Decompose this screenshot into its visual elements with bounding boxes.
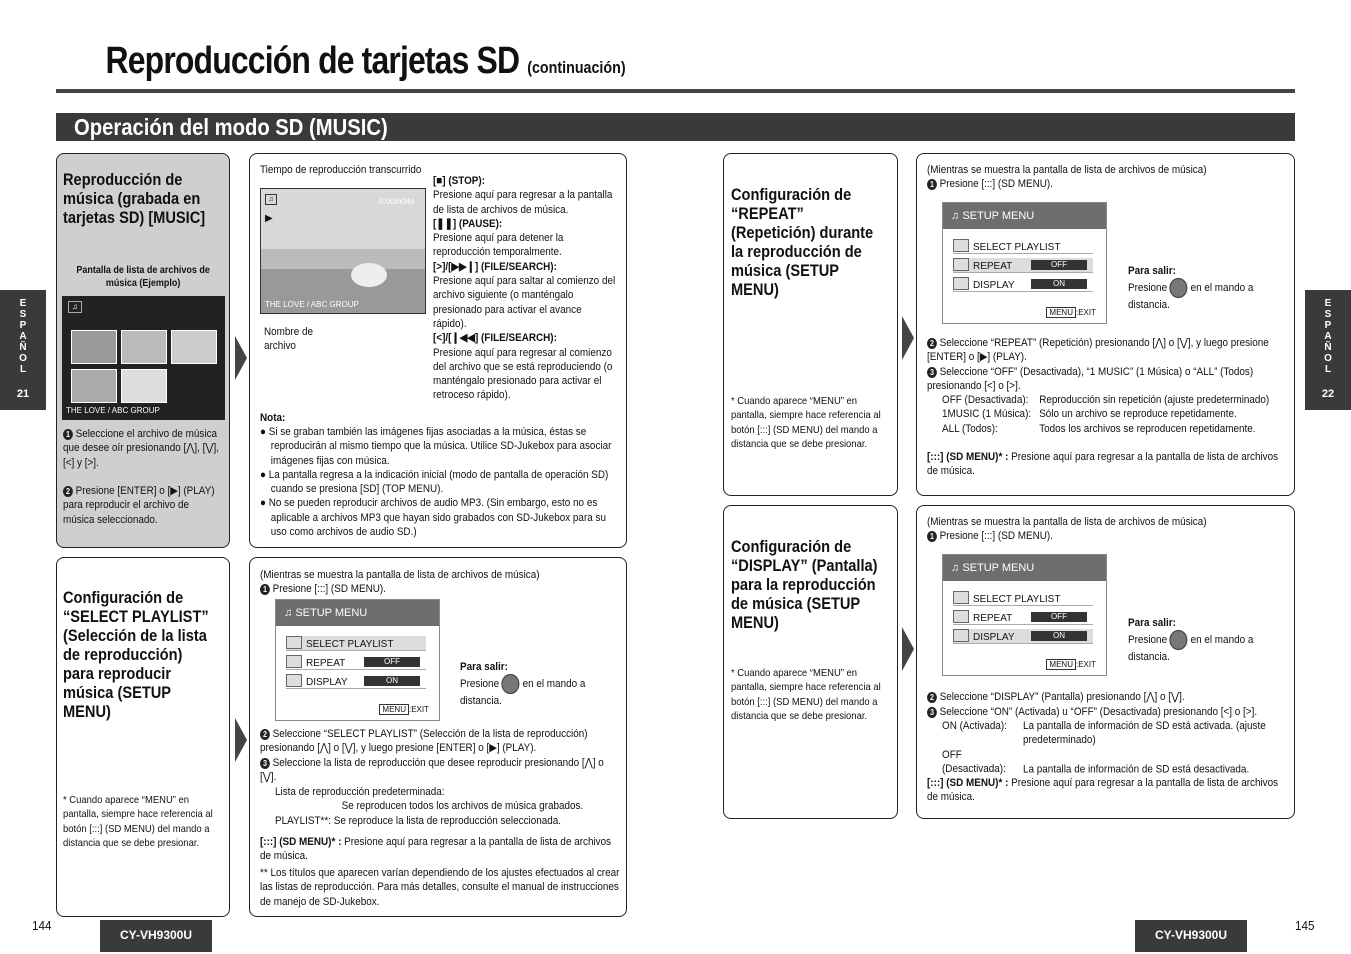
thumbnail[interactable]	[121, 330, 167, 364]
intro: (Mientras se muestra la pantalla de lista de archivos de música)	[260, 569, 540, 581]
step-1: 1 Presione [:::] (SD MENU).	[260, 582, 386, 596]
step-2: 2 Seleccione “DISPLAY” (Pantalla) presionando [⋀] o [⋁].	[927, 690, 1287, 704]
thumbnail[interactable]	[171, 330, 217, 364]
flow-arrow	[902, 627, 914, 671]
screen-file-label: THE LOVE / ABC GROUP	[66, 406, 160, 415]
remote-menu-icon	[1170, 278, 1188, 298]
music-note-icon: ♫	[265, 194, 277, 205]
step-1: 1 Seleccione el archivo de música que desee oír presionando [⋀], [⋁], [<] y [>].	[63, 428, 220, 469]
control-descriptions: [■] (STOP): Presione aquí para regresar a la pantalla de lista de archivos de música. [❚❚] (PAUSE): Presione aquí para detener la reproducción temporalmente. [>]/[▶▶❙] (FILE/SEARCH): Presione aquí para saltar al comienzo del archivo siguiente (o manténgalo presionado para activar el avance rápido). [<]/[❙◀◀] (FILE/SEARCH): Presione aquí para regresar al comienzo del archivo que se está reproduciendo (o manténgalo presionado para activar el retroceso rápido).	[433, 175, 616, 402]
menu-item-select-playlist[interactable]: SELECT PLAYLIST	[286, 636, 426, 651]
repeat-box	[723, 153, 898, 496]
language-tab-right: E S P A Ñ O L 22	[1305, 290, 1351, 410]
select-playlist-heading: Configuración de “SELECT PLAYLIST” (Selección de la lista de reproducción) para reproducir música (SETUP MENU)	[63, 588, 209, 721]
display-heading: Configuración de “DISPLAY” (Pantalla) para la reproducción de música (SETUP MENU)	[731, 537, 878, 632]
select-playlist-steps-box	[249, 557, 627, 917]
setup-menu-screen	[275, 599, 440, 721]
step-2: 2 Presione [ENTER] o [▶] (PLAY) para reproducir el archivo de música seleccionado.	[63, 485, 215, 526]
music-note-icon: ♫	[68, 301, 82, 313]
page-number-left: 144	[32, 918, 52, 933]
note-list: ● Si se graban también las imágenes fijas asociadas a la música, éstas se reproducirán al mismo tiempo que la música. Utilice SD-Jukebox para asociar imágenes fijas con música. ● La pantalla regresa a la indicación inicial (modo de pantalla de operación SD) cuando se presiona [SD] (TOP MENU). ● No se pueden reproducir archivos de audio MP3. (Sin embargo, esto no es aplicable a archivos MP3 que hayan sido grabados con SD-Jukebox para su uso como archivos de audio SD.)	[260, 426, 612, 539]
step-1: 1 Presione [:::] (SD MENU).	[927, 529, 1053, 543]
repeat-heading: Configuración de “REPEAT” (Repetición) durante la reproducción de música (SETUP MENU)	[731, 185, 874, 299]
remote-menu-icon	[502, 674, 520, 694]
language-tab-left: E S P A Ñ O L 21	[0, 290, 46, 410]
page-title: Reproducción de tarjetas SD (continuación)	[105, 40, 626, 82]
title-rule	[56, 89, 1295, 93]
menu-item-display[interactable]: DISPLAY ON	[286, 674, 426, 689]
model-label-left: CY-VH9300U	[100, 920, 212, 952]
section-band	[56, 113, 1295, 141]
thumbnail[interactable]	[121, 369, 167, 403]
setup-menu-title: ♫ SETUP MENU	[943, 555, 1106, 581]
thumbnail-selected[interactable]	[71, 330, 117, 364]
exit-note: Para salir: Presione en el mando a distancia.	[1128, 617, 1254, 664]
note-title: Nota:	[260, 412, 286, 424]
elapsed-time: 0:00m04s	[379, 197, 415, 206]
model-label-right: CY-VH9300U	[1135, 920, 1247, 952]
menu-footnote: * Cuando aparece “MENU” en pantalla, siempre hace referencia al botón [:::] (SD MENU) del mando a distancia que se debe presionar.	[63, 794, 213, 849]
menu-exit-hint: MENU :EXIT	[379, 705, 429, 714]
flow-arrow	[235, 718, 247, 762]
exit-note: Para salir: Presione en el mando a distancia.	[460, 661, 586, 708]
menu-exit-hint: MENU :EXIT	[1046, 308, 1096, 317]
step-1: 1 Presione [:::] (SD MENU).	[927, 177, 1053, 191]
menu-item-select-playlist[interactable]: SELECT PLAYLIST	[953, 591, 1093, 606]
thumbnail[interactable]	[71, 369, 117, 403]
exit-note: Para salir: Presione en el mando a distancia.	[1128, 265, 1254, 312]
display-box	[723, 505, 898, 819]
setup-menu-screen	[942, 554, 1107, 676]
setup-menu-screen	[942, 202, 1107, 324]
flow-arrow	[902, 316, 914, 360]
menu-footnote: * Cuando aparece “MENU” en pantalla, siempre hace referencia al botón [:::] (SD MENU) del mando a distancia que se debe presionar.	[731, 667, 881, 722]
playback-screen-box	[249, 153, 627, 548]
menu-button-note: [:::] (SD MENU)* : Presione aquí para regresar a la pantalla de lista de archivos de música.	[927, 777, 1279, 804]
music-playback-box	[56, 153, 230, 548]
step-3: 3 Seleccione “OFF” (Desactivada), “1 MUSIC” (1 Música) o “ALL” (Todos) presionando [<] o [>].	[927, 366, 1254, 393]
playlist-options: Lista de reproducción predeterminada: Se reproducen todos los archivos de música grabados. PLAYLIST**: Se reproduce la lista de reproducción seleccionada.	[275, 786, 584, 827]
music-playback-heading: Reproducción de música (grabada en tarjetas SD) [MUSIC]	[63, 170, 206, 227]
menu-exit-hint: MENU :EXIT	[1046, 660, 1096, 669]
page-number-right: 145	[1295, 918, 1315, 933]
flow-arrow	[235, 336, 247, 380]
step-3: 3 Seleccione “ON” (Activada) u “OFF” (Desactivada) presionando [<] o [>].	[927, 705, 1287, 719]
setup-menu-title: ♫ SETUP MENU	[943, 203, 1106, 229]
menu-item-repeat[interactable]: REPEAT OFF	[286, 655, 426, 670]
menu-item-display[interactable]: DISPLAY ON	[953, 629, 1093, 644]
repeat-steps-box	[916, 153, 1295, 496]
step-2: 2 Seleccione “SELECT PLAYLIST” (Selección de la lista de reproducción) presionando [⋀] o [⋁], y luego presione [ENTER] o [▶] (PLAY).	[260, 728, 588, 755]
display-steps-box	[916, 505, 1295, 819]
filename-caption: Nombre de archivo	[264, 326, 313, 353]
display-options: ON (Activada): La pantalla de información de SD está activada. (ajuste predeterminado) OFF (Desactivada): La pantalla de información de SD está desactivada.	[942, 720, 1266, 775]
select-playlist-box	[56, 557, 230, 917]
screen-caption: Pantalla de lista de archivos de música (Ejemplo)	[76, 265, 210, 289]
page-subtitle: (continuación)	[527, 58, 626, 77]
step-3: 3 Seleccione la lista de reproducción que desee reproducir presionando [⋀] o [⋁].	[260, 757, 604, 784]
playback-screen	[260, 188, 426, 314]
menu-button-note: [:::] (SD MENU)* : Presione aquí para regresar a la pantalla de lista de archivos de música.	[260, 836, 612, 863]
repeat-options: OFF (Desactivada): Reproducción sin repetición (ajuste predeterminado) 1MUSIC (1 Música): Sólo un archivo se reproduce repetidamente. ALL (Todos): Todos los archivos se reproducen repetidamente.	[942, 394, 1270, 435]
playlist-footnote: ** Los títulos que aparecen varían dependiendo de los ajustes efectuados al crear las listas de reproducción. Para más detalles, consulte el manual de instrucciones de manejo de SD-Jukebox.	[260, 867, 620, 908]
menu-item-display[interactable]: DISPLAY ON	[953, 277, 1093, 292]
intro: (Mientras se muestra la pantalla de lista de archivos de música)	[927, 164, 1207, 176]
section-title: Operación del modo SD (MUSIC)	[74, 114, 388, 140]
intro: (Mientras se muestra la pantalla de lista de archivos de música)	[927, 516, 1207, 528]
menu-button-note: [:::] (SD MENU)* : Presione aquí para regresar a la pantalla de lista de archivos de música.	[927, 451, 1279, 478]
menu-footnote: * Cuando aparece “MENU” en pantalla, siempre hace referencia al botón [:::] (SD MENU) del mando a distancia que se debe presionar.	[731, 395, 881, 450]
screen-file-name: THE LOVE / ABC GROUP	[265, 300, 359, 309]
setup-menu-title: ♫ SETUP MENU	[276, 600, 439, 626]
remote-menu-icon	[1170, 630, 1188, 650]
step-2: 2 Seleccione “REPEAT” (Repetición) presionando [⋀] o [⋁], y luego presione [ENTER] o [▶] (PLAY).	[927, 337, 1269, 364]
menu-item-repeat[interactable]: REPEAT OFF	[953, 610, 1093, 625]
file-list-screen	[62, 296, 225, 420]
menu-item-repeat[interactable]: REPEAT OFF	[953, 258, 1093, 273]
play-icon: ▶	[265, 213, 273, 224]
menu-item-select-playlist[interactable]: SELECT PLAYLIST	[953, 239, 1093, 254]
elapsed-label: Tiempo de reproducción transcurrido	[260, 164, 422, 176]
